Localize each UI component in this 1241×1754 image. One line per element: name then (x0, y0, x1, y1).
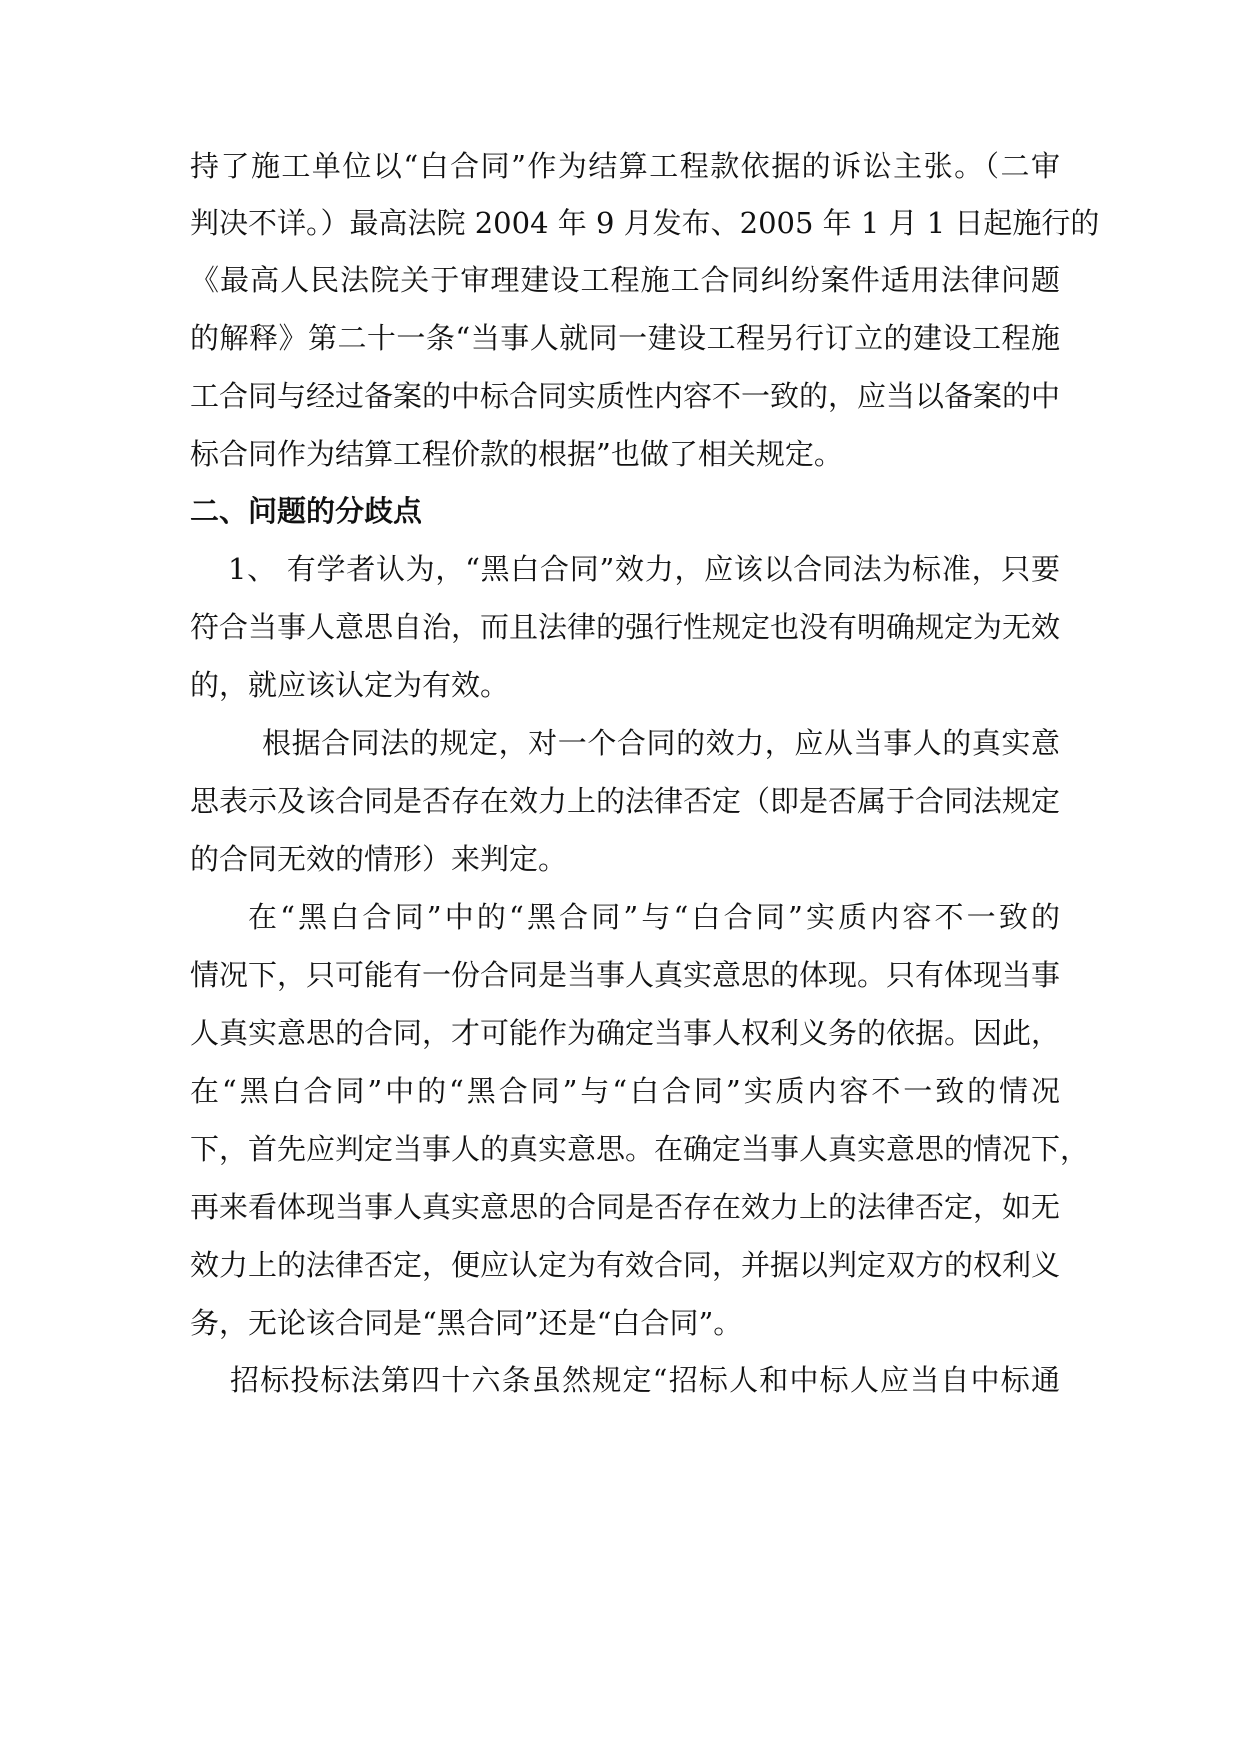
paragraph-line: 的解释》第二十一条“当事人就同一建设工程另行订立的建设工程施 (190, 321, 1060, 355)
paragraph-line: 再来看体现当事人真实意思的合同是否存在效力上的法律否定，如无 (190, 1190, 1061, 1224)
paragraph-line: 判决不详。）最高法院 2004 年 9 月发布、2005 年 1 月 1 日起施行的 (190, 206, 1100, 240)
paragraph-line: 效力上的法律否定，便应认定为有效合同，并据以判定双方的权利义 (190, 1248, 1061, 1282)
paragraph-line: 思表示及该合同是否存在效力上的法律否定（即是否属于合同法规定 (190, 784, 1061, 818)
paragraph-line: 标合同作为结算工程价款的根据”也做了相关规定。 (190, 437, 843, 471)
paragraph-line: 人真实意思的合同，才可能作为确定当事人权利义务的依据。因此， (190, 1016, 1061, 1050)
paragraph-line: 根据合同法的规定，对一个合同的效力，应从当事人的真实意 (262, 726, 1060, 760)
paragraph-line: 招标投标法第四十六条虽然规定“招标人和中标人应当自中标通 (230, 1363, 1060, 1397)
paragraph-line: 的，就应该认定为有效。 (190, 668, 510, 702)
paragraph-line: 下，首先应判定当事人的真实意思。在确定当事人真实意思的情况下， (190, 1132, 1090, 1166)
paragraph-line: 在“黑白合同”中的“黑合同”与“白合同”实质内容不一致的情况 (190, 1074, 1060, 1108)
section-heading: 二、问题的分歧点 (190, 494, 423, 528)
paragraph-line: 工合同与经过备案的中标合同实质性内容不一致的，应当以备案的中 (190, 379, 1061, 413)
paragraph-line: 在“黑白合同”中的“黑合同”与“白合同”实质内容不一致的 (248, 900, 1060, 934)
paragraph-line: 1、 有学者认为，“黑白合同”效力，应该以合同法为标准，只要 (228, 552, 1060, 586)
paragraph-line: 情况下，只可能有一份合同是当事人真实意思的体现。只有体现当事 (190, 958, 1061, 992)
paragraph-line: 符合当事人意思自治，而且法律的强行性规定也没有明确规定为无效 (190, 610, 1061, 644)
paragraph-line: 《最高人民法院关于审理建设工程施工合同纠纷案件适用法律问题 (190, 263, 1060, 297)
paragraph-line: 的合同无效的情形）来判定。 (190, 842, 568, 876)
paragraph-line: 务，无论该合同是“黑合同”还是“白合同”。 (190, 1306, 743, 1340)
paragraph-line: 持了施工单位以“白合同”作为结算工程款依据的诉讼主张。（二审 (190, 149, 1060, 183)
